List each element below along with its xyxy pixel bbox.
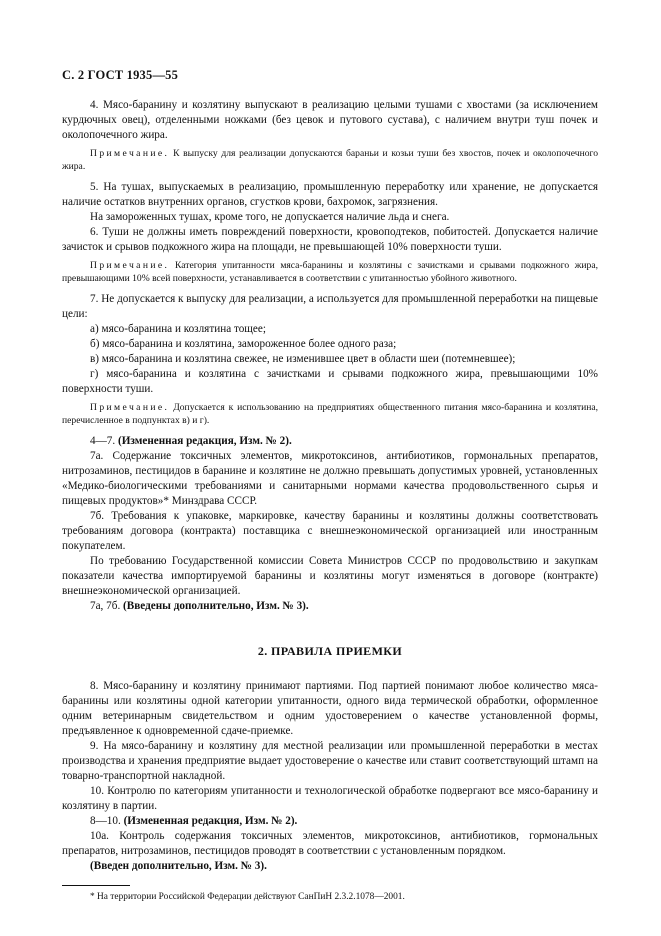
note-text: Категория упитанности мяса-баранины и козлятины с зачистками и срывами подкожного жира, превышающими 10% всей поверхности, устанавливается в соответствии с упитанностью убойного животного.	[62, 260, 598, 284]
amendment-8-10	[62, 814, 598, 829]
footnote-divider	[62, 885, 130, 886]
section-title: 2. ПРАВИЛА ПРИЕМКИ	[257, 644, 403, 658]
amendment-10a	[62, 859, 598, 874]
note-1	[62, 147, 598, 173]
footnote: * На территории Российской Федерации действуют СанПиН 2.3.2.1078—2001.	[90, 892, 405, 902]
note-label: Примечание.	[90, 260, 170, 271]
clause-10: 10. Контролю по категориям упитанности и технологической обработке подвергают все мясо-баранину и козлятину в партии.	[62, 785, 598, 812]
page-header: С. 2 ГОСТ 1935—55	[62, 68, 179, 82]
clause-5-frozen: На замороженных тушах, кроме того, не допускается наличие льда и снега.	[90, 211, 450, 223]
note-3	[62, 401, 598, 427]
clause-7-item-a: а) мясо-баранина и козлятина тощее;	[90, 323, 266, 335]
clause-7b: 7б. Требования к упаковке, маркировке, качеству баранины и козлятины должны соответствовать требованиям договора (контракта) поставщика с внешнеэкономической организацией или иностранным покупателем.	[62, 510, 598, 552]
clause-8: 8. Мясо-баранину и козлятину принимают партиями. Под партией понимают любое количество мяса-баранины или козлятины одной категории упитанности, одного вида термической обработки, оформленное одним ветеринарным свидетельством и одним удостоверением о качестве установленной формы, предъявленное к одновременной сдаче-приемке.	[62, 680, 598, 737]
amendment-4-7	[62, 434, 598, 449]
clause-10a: 10а. Контроль содержания токсичных элементов, микротоксинов, антибиотиков, гормональных препаратов, нитрозаминов, пестицидов проводят в соответствии с установленным порядком.	[62, 830, 598, 857]
clause-7-item-c: в) мясо-баранина и козлятина свежее, не изменившее цвет в области шеи (потемневшее);	[90, 353, 516, 365]
amendment-7a-7b	[62, 599, 598, 614]
clause-5: 5. На тушах, выпускаемых в реализацию, промышленную переработку или хранение, не допускается наличие остатков внутренних органов, сгустков крови, бахромок, загрязнения.	[62, 181, 598, 208]
amendment-prefix: 4—7.	[90, 435, 116, 447]
amendment-prefix: 7а, 7б.	[90, 600, 121, 612]
amendment-text: (Измененная редакция, Изм. № 2).	[123, 815, 298, 827]
clause-4: 4. Мясо-баранину и козлятину выпускают в реализацию целыми тушами с хвостами (за исключением курдючных овец), отделенными ножками (без цевок и путового сустава), с наличием внутри туш почек и околопочечного жира.	[62, 99, 598, 141]
amendment-prefix: 8—10.	[90, 815, 121, 827]
note-text: Допускается к использованию на предприятиях общественного питания мясо-баранина и козлятина, перечисленное в подпунктах в) и г).	[62, 402, 599, 426]
clause-7: 7. Не допускается к выпуску для реализации, а используется для промышленной переработки на пищевые цели:	[62, 293, 598, 320]
note-label: Примечание.	[90, 402, 170, 413]
clause-7b-extra: По требованию Государственной комиссии Совета Министров СССР по продовольствию и закупкам показатели качества импортируемой баранины и козлятины могут изменяться в договоре (контракте) внешнеэкономической организацией.	[62, 555, 598, 597]
note-text: К выпуску для реализации допускаются бараньи и козьи туши без хвостов, почек и околопочечного жира.	[62, 148, 598, 172]
clause-7a: 7а. Содержание токсичных элементов, микротоксинов, антибиотиков, гормональных препаратов, нитрозаминов, пестицидов в баранине и козлятине не должно превышать допустимых уровней, установленных «Медико-биологическими требованиями и санитарными нормами качества продовольственного сырья и пищевых продуктов»* Минздрава СССР.	[62, 450, 598, 507]
amendment-text: (Введен дополнительно, Изм. № 3).	[90, 860, 267, 872]
note-2	[62, 259, 598, 285]
note-label: Примечание.	[90, 148, 170, 159]
clause-9: 9. На мясо-баранину и козлятину для местной реализации или промышленной переработки в местах производства и хранения предприятие выдает удостоверение о качестве или ставит соответствующий штамп на товарно-транспортной накладной.	[62, 740, 598, 782]
clause-6: 6. Туши не должны иметь повреждений поверхности, кровоподтеков, побитостей. Допускается наличие зачисток и срывов подкожного жира на площади, не превышающей 10% поверхности туши.	[62, 226, 598, 253]
clause-7-item-d: г) мясо-баранина и козлятина с зачистками и срывами подкожного жира, превышающими 10% поверхности туши.	[62, 368, 598, 395]
clause-7-item-b: б) мясо-баранина и козлятина, замороженное более одного раза;	[90, 338, 397, 350]
amendment-text: (Введены дополнительно, Изм. № 3).	[123, 600, 309, 612]
document-body	[62, 98, 598, 904]
amendment-text: (Измененная редакция, Изм. № 2).	[117, 435, 292, 447]
